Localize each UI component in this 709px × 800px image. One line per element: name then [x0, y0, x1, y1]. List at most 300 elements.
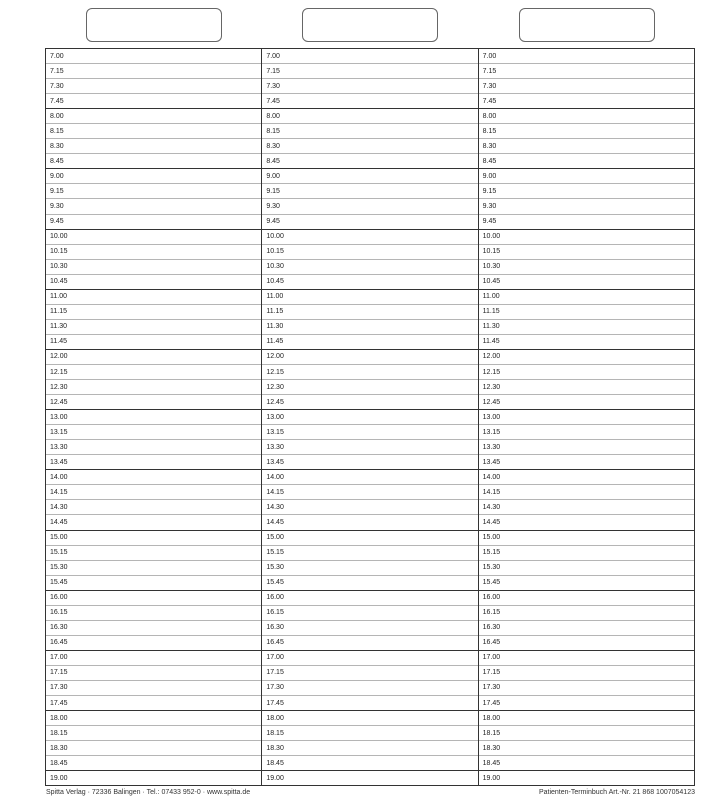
time-label: 10.15: [50, 248, 68, 256]
time-slot[interactable]: [479, 621, 694, 636]
time-label: 7.30: [50, 82, 64, 90]
time-label: 9.45: [482, 218, 497, 226]
time-label: 15.30: [266, 564, 284, 572]
time-slot[interactable]: [46, 546, 261, 561]
time-slot[interactable]: [46, 305, 261, 320]
time-slot[interactable]: [479, 199, 694, 214]
time-label: 15.15: [50, 549, 68, 557]
time-slot[interactable]: [262, 365, 477, 380]
time-label: 16.00: [266, 594, 284, 602]
time-slot[interactable]: [46, 184, 261, 199]
time-slot[interactable]: [479, 380, 694, 395]
time-slot[interactable]: [479, 94, 694, 109]
time-label: 17.45: [50, 699, 68, 707]
time-label: 11.15: [482, 308, 500, 316]
time-slot[interactable]: [262, 79, 477, 94]
time-label: 7.45: [266, 97, 280, 105]
time-slot[interactable]: [479, 726, 694, 741]
time-label: 18.00: [266, 714, 284, 722]
time-label: 18.30: [266, 744, 284, 752]
time-slot[interactable]: [46, 726, 261, 741]
time-slot[interactable]: [262, 576, 477, 591]
time-label: 7.15: [482, 67, 497, 75]
time-label: 10.00: [482, 233, 501, 241]
time-label: 18.30: [482, 744, 501, 752]
time-slot[interactable]: [262, 440, 477, 455]
time-label: 17.00: [482, 654, 501, 662]
time-slot[interactable]: [479, 154, 694, 169]
time-slot[interactable]: [262, 64, 477, 79]
time-slot[interactable]: [479, 350, 694, 365]
time-label: 9.15: [266, 187, 280, 195]
time-label: 15.45: [482, 579, 501, 587]
time-label: 8.30: [266, 142, 280, 150]
time-slot[interactable]: [46, 515, 261, 530]
time-slot[interactable]: [262, 350, 477, 365]
time-label: 10.30: [266, 263, 284, 271]
time-label: 19.00: [482, 774, 501, 782]
time-slot[interactable]: [479, 410, 694, 425]
time-slot[interactable]: [479, 245, 694, 260]
time-label: 8.45: [266, 157, 280, 165]
time-slot[interactable]: [46, 335, 261, 350]
time-label: 14.45: [482, 518, 501, 526]
time-label: 14.00: [50, 473, 68, 481]
time-label: 11.45: [266, 338, 284, 346]
time-slot[interactable]: [46, 169, 261, 184]
time-label: 11.15: [50, 308, 67, 316]
time-slot[interactable]: [479, 470, 694, 485]
time-label: 16.45: [50, 639, 68, 647]
time-slot[interactable]: [479, 395, 694, 410]
time-label: 10.00: [266, 233, 284, 241]
time-slot[interactable]: [46, 245, 261, 260]
column-header-field-2[interactable]: [302, 8, 438, 42]
appointment-column-1: [46, 49, 262, 785]
time-slot[interactable]: [46, 124, 261, 139]
time-slot[interactable]: [262, 636, 477, 651]
time-label: 10.30: [50, 263, 68, 271]
time-label: 18.45: [482, 759, 501, 767]
time-label: 16.45: [482, 639, 501, 647]
time-label: 11.15: [266, 308, 284, 316]
time-slot[interactable]: [262, 651, 477, 666]
time-slot[interactable]: [479, 109, 694, 124]
column-header-field-1[interactable]: [86, 8, 222, 42]
time-slot[interactable]: [262, 726, 477, 741]
time-slot[interactable]: [46, 94, 261, 109]
time-label: 18.00: [50, 714, 68, 722]
time-label: 12.30: [50, 383, 68, 391]
time-slot[interactable]: [46, 79, 261, 94]
time-slot[interactable]: [46, 290, 261, 305]
time-slot[interactable]: [262, 245, 477, 260]
time-slot[interactable]: [262, 621, 477, 636]
time-slot[interactable]: [262, 139, 477, 154]
time-slot[interactable]: [479, 606, 694, 621]
time-slot[interactable]: [262, 666, 477, 681]
time-label: 18.45: [50, 759, 68, 767]
time-slot[interactable]: [262, 756, 477, 771]
time-label: 10.30: [482, 263, 501, 271]
time-label: 17.45: [266, 699, 284, 707]
time-slot[interactable]: [479, 561, 694, 576]
time-slot[interactable]: [46, 215, 261, 230]
time-slot[interactable]: [479, 215, 694, 230]
time-slot[interactable]: [46, 109, 261, 124]
time-label: 9.30: [50, 202, 64, 210]
time-label: 8.00: [482, 112, 497, 120]
time-label: 13.15: [266, 428, 284, 436]
time-slot[interactable]: [262, 455, 477, 470]
time-label: 9.00: [266, 172, 280, 180]
time-label: 12.00: [482, 353, 501, 361]
time-label: 11.30: [266, 323, 284, 331]
time-label: 17.00: [266, 654, 284, 662]
time-slot[interactable]: [46, 380, 261, 395]
time-label: 9.15: [482, 187, 497, 195]
time-slot[interactable]: [262, 531, 477, 546]
time-label: 16.45: [266, 639, 284, 647]
time-slot[interactable]: [46, 395, 261, 410]
time-label: 12.15: [50, 368, 68, 376]
time-slot[interactable]: [479, 139, 694, 154]
time-label: 13.30: [50, 443, 68, 451]
time-slot[interactable]: [262, 515, 477, 530]
time-label: 19.00: [50, 774, 68, 782]
time-label: 7.30: [482, 82, 497, 90]
time-slot[interactable]: [262, 199, 477, 214]
time-label: 11.00: [50, 293, 67, 301]
time-label: 11.30: [482, 323, 500, 331]
time-label: 17.15: [266, 669, 284, 677]
time-slot[interactable]: [479, 290, 694, 305]
time-slot[interactable]: [46, 410, 261, 425]
time-label: 12.45: [482, 398, 501, 406]
time-label: 13.45: [50, 458, 68, 466]
time-label: 13.00: [482, 413, 501, 421]
time-slot[interactable]: [46, 49, 261, 64]
time-slot[interactable]: [46, 485, 261, 500]
time-label: 12.15: [482, 368, 501, 376]
time-label: 13.30: [266, 443, 284, 451]
time-slot[interactable]: [46, 320, 261, 335]
time-label: 14.30: [266, 503, 284, 511]
time-label: 17.15: [50, 669, 68, 677]
time-label: 14.45: [50, 518, 68, 526]
time-slot[interactable]: [262, 320, 477, 335]
time-label: 15.00: [50, 534, 68, 542]
time-slot[interactable]: [46, 591, 261, 606]
time-label: 7.00: [482, 52, 497, 60]
time-slot[interactable]: [46, 154, 261, 169]
time-slot[interactable]: [262, 681, 477, 696]
time-label: 9.30: [482, 202, 497, 210]
time-slot[interactable]: [479, 485, 694, 500]
time-label: 7.00: [50, 52, 64, 60]
time-label: 18.30: [50, 744, 68, 752]
time-slot[interactable]: [46, 771, 261, 785]
time-label: 15.45: [50, 579, 68, 587]
time-label: 19.00: [266, 774, 284, 782]
time-slot[interactable]: [479, 741, 694, 756]
time-slot[interactable]: [262, 335, 477, 350]
time-slot[interactable]: [479, 275, 694, 290]
time-label: 8.15: [266, 127, 280, 135]
time-label: 11.45: [50, 338, 67, 346]
time-label: 14.15: [266, 488, 284, 496]
time-slot[interactable]: [479, 260, 694, 275]
time-label: 10.15: [266, 248, 284, 256]
time-label: 12.00: [266, 353, 284, 361]
time-slot[interactable]: [46, 64, 261, 79]
time-label: 14.30: [482, 503, 501, 511]
time-label: 11.30: [50, 323, 67, 331]
time-slot[interactable]: [46, 425, 261, 440]
product-footer: Patienten-Terminbuch Art.-Nr. 21 868 1007054123: [538, 789, 695, 796]
time-label: 17.15: [482, 669, 501, 677]
appointment-column-3: [479, 49, 694, 785]
time-slot[interactable]: [479, 636, 694, 651]
time-label: 17.30: [482, 684, 501, 692]
time-slot[interactable]: [479, 666, 694, 681]
time-slot[interactable]: [262, 154, 477, 169]
time-label: 8.30: [482, 142, 497, 150]
column-header-field-3[interactable]: [519, 8, 655, 42]
time-label: 15.30: [482, 564, 501, 572]
time-slot[interactable]: [262, 124, 477, 139]
time-label: 13.45: [266, 458, 284, 466]
time-slot[interactable]: [46, 666, 261, 681]
publisher-footer: Spitta Verlag · 72336 Balingen · Tel.: 07433 952-0 · www.spitta.de: [46, 789, 251, 796]
time-label: 7.15: [50, 67, 64, 75]
time-slot[interactable]: [479, 576, 694, 591]
time-slot[interactable]: [46, 636, 261, 651]
time-label: 12.15: [266, 368, 284, 376]
time-slot[interactable]: [262, 561, 477, 576]
time-label: 17.45: [482, 699, 501, 707]
time-slot[interactable]: [262, 771, 477, 785]
time-label: 9.00: [482, 172, 497, 180]
time-slot[interactable]: [479, 591, 694, 606]
time-slot[interactable]: [46, 350, 261, 365]
time-slot[interactable]: [46, 651, 261, 666]
time-label: 18.45: [266, 759, 284, 767]
time-slot[interactable]: [46, 756, 261, 771]
time-label: 11.00: [266, 293, 284, 301]
time-slot[interactable]: [46, 561, 261, 576]
time-slot[interactable]: [46, 275, 261, 290]
time-slot[interactable]: [262, 184, 477, 199]
time-label: 10.00: [50, 233, 68, 241]
time-label: 12.00: [50, 353, 68, 361]
time-label: 14.15: [50, 488, 68, 496]
time-slot[interactable]: [262, 380, 477, 395]
time-slot[interactable]: [262, 49, 477, 64]
time-label: 12.45: [50, 398, 68, 406]
time-slot[interactable]: [262, 109, 477, 124]
time-slot[interactable]: [479, 320, 694, 335]
time-slot[interactable]: [479, 455, 694, 470]
time-label: 10.45: [266, 278, 284, 286]
time-slot[interactable]: [479, 515, 694, 530]
time-slot[interactable]: [262, 215, 477, 230]
time-slot[interactable]: [262, 410, 477, 425]
time-slot[interactable]: [479, 79, 694, 94]
time-slot[interactable]: [46, 696, 261, 711]
time-label: 15.15: [482, 549, 501, 557]
time-label: 13.15: [50, 428, 68, 436]
time-label: 13.00: [266, 413, 284, 421]
time-slot[interactable]: [262, 591, 477, 606]
time-label: 8.15: [50, 127, 64, 135]
time-label: 16.00: [482, 594, 501, 602]
time-slot[interactable]: [479, 230, 694, 245]
time-slot[interactable]: [479, 756, 694, 771]
time-label: 10.45: [50, 278, 68, 286]
time-slot[interactable]: [479, 681, 694, 696]
time-label: 9.45: [266, 218, 280, 226]
time-label: 7.45: [482, 97, 497, 105]
time-slot[interactable]: [262, 741, 477, 756]
time-slot[interactable]: [46, 621, 261, 636]
time-slot[interactable]: [262, 230, 477, 245]
time-label: 9.00: [50, 172, 64, 180]
time-slot[interactable]: [262, 275, 477, 290]
time-slot[interactable]: [46, 606, 261, 621]
time-label: 16.15: [50, 609, 68, 617]
time-label: 15.00: [482, 534, 501, 542]
time-label: 7.30: [266, 82, 280, 90]
time-slot[interactable]: [479, 169, 694, 184]
time-label: 8.15: [482, 127, 497, 135]
time-slot[interactable]: [262, 425, 477, 440]
time-label: 14.15: [482, 488, 501, 496]
time-slot[interactable]: [46, 440, 261, 455]
time-label: 16.30: [482, 624, 501, 632]
time-slot[interactable]: [479, 365, 694, 380]
time-label: 17.00: [50, 654, 68, 662]
time-label: 16.30: [50, 624, 68, 632]
time-label: 14.30: [50, 503, 68, 511]
time-label: 15.15: [266, 549, 284, 557]
time-label: 14.00: [482, 473, 501, 481]
time-slot[interactable]: [479, 49, 694, 64]
time-label: 13.00: [50, 413, 68, 421]
time-slot[interactable]: [46, 681, 261, 696]
time-slot[interactable]: [46, 470, 261, 485]
time-slot[interactable]: [262, 711, 477, 726]
time-slot[interactable]: [479, 184, 694, 199]
time-label: 9.30: [266, 202, 280, 210]
time-slot[interactable]: [479, 771, 694, 785]
time-slot[interactable]: [479, 64, 694, 79]
time-label: 15.30: [50, 564, 68, 572]
time-label: 16.15: [266, 609, 284, 617]
time-label: 7.00: [266, 52, 280, 60]
time-label: 12.30: [482, 383, 501, 391]
time-label: 8.45: [50, 157, 64, 165]
time-label: 9.45: [50, 218, 64, 226]
time-label: 18.15: [482, 729, 501, 737]
time-slot[interactable]: [262, 546, 477, 561]
time-slot[interactable]: [46, 711, 261, 726]
time-slot[interactable]: [46, 741, 261, 756]
time-slot[interactable]: [479, 440, 694, 455]
time-label: 14.45: [266, 518, 284, 526]
time-slot[interactable]: [262, 305, 477, 320]
time-slot[interactable]: [46, 260, 261, 275]
time-slot[interactable]: [46, 576, 261, 591]
time-slot[interactable]: [262, 696, 477, 711]
time-slot[interactable]: [46, 500, 261, 515]
time-slot[interactable]: [46, 139, 261, 154]
time-label: 16.30: [266, 624, 284, 632]
time-label: 17.30: [266, 684, 284, 692]
time-label: 7.45: [50, 97, 64, 105]
time-label: 10.45: [482, 278, 501, 286]
appointment-grid: [45, 48, 695, 786]
time-label: 9.15: [50, 187, 64, 195]
time-label: 16.00: [50, 594, 68, 602]
time-label: 13.30: [482, 443, 501, 451]
time-label: 17.30: [50, 684, 68, 692]
time-slot[interactable]: [262, 470, 477, 485]
time-label: 18.15: [50, 729, 68, 737]
time-slot[interactable]: [479, 711, 694, 726]
time-slot[interactable]: [262, 260, 477, 275]
time-slot[interactable]: [262, 290, 477, 305]
time-label: 8.45: [482, 157, 497, 165]
time-slot[interactable]: [262, 395, 477, 410]
time-slot[interactable]: [46, 531, 261, 546]
time-label: 12.45: [266, 398, 284, 406]
time-slot[interactable]: [479, 124, 694, 139]
time-slot[interactable]: [46, 230, 261, 245]
time-slot[interactable]: [479, 335, 694, 350]
time-label: 7.15: [266, 67, 280, 75]
time-label: 18.00: [482, 714, 501, 722]
time-label: 13.45: [482, 458, 501, 466]
time-slot[interactable]: [46, 365, 261, 380]
time-slot[interactable]: [479, 531, 694, 546]
time-slot[interactable]: [46, 199, 261, 214]
time-label: 15.00: [266, 534, 284, 542]
time-label: 8.30: [50, 142, 64, 150]
time-slot[interactable]: [262, 94, 477, 109]
time-slot[interactable]: [479, 546, 694, 561]
time-label: 12.30: [266, 383, 284, 391]
time-label: 15.45: [266, 579, 284, 587]
time-label: 14.00: [266, 473, 284, 481]
time-slot[interactable]: [262, 169, 477, 184]
time-slot[interactable]: [479, 696, 694, 711]
appointment-column-2: [262, 49, 478, 785]
time-slot[interactable]: [479, 500, 694, 515]
time-slot[interactable]: [479, 305, 694, 320]
time-label: 8.00: [266, 112, 280, 120]
time-label: 18.15: [266, 729, 284, 737]
time-slot[interactable]: [262, 485, 477, 500]
time-slot[interactable]: [479, 425, 694, 440]
time-label: 13.15: [482, 428, 501, 436]
time-slot[interactable]: [479, 651, 694, 666]
time-slot[interactable]: [46, 455, 261, 470]
time-label: 11.45: [482, 338, 500, 346]
time-label: 11.00: [482, 293, 500, 301]
time-slot[interactable]: [262, 606, 477, 621]
time-slot[interactable]: [262, 500, 477, 515]
